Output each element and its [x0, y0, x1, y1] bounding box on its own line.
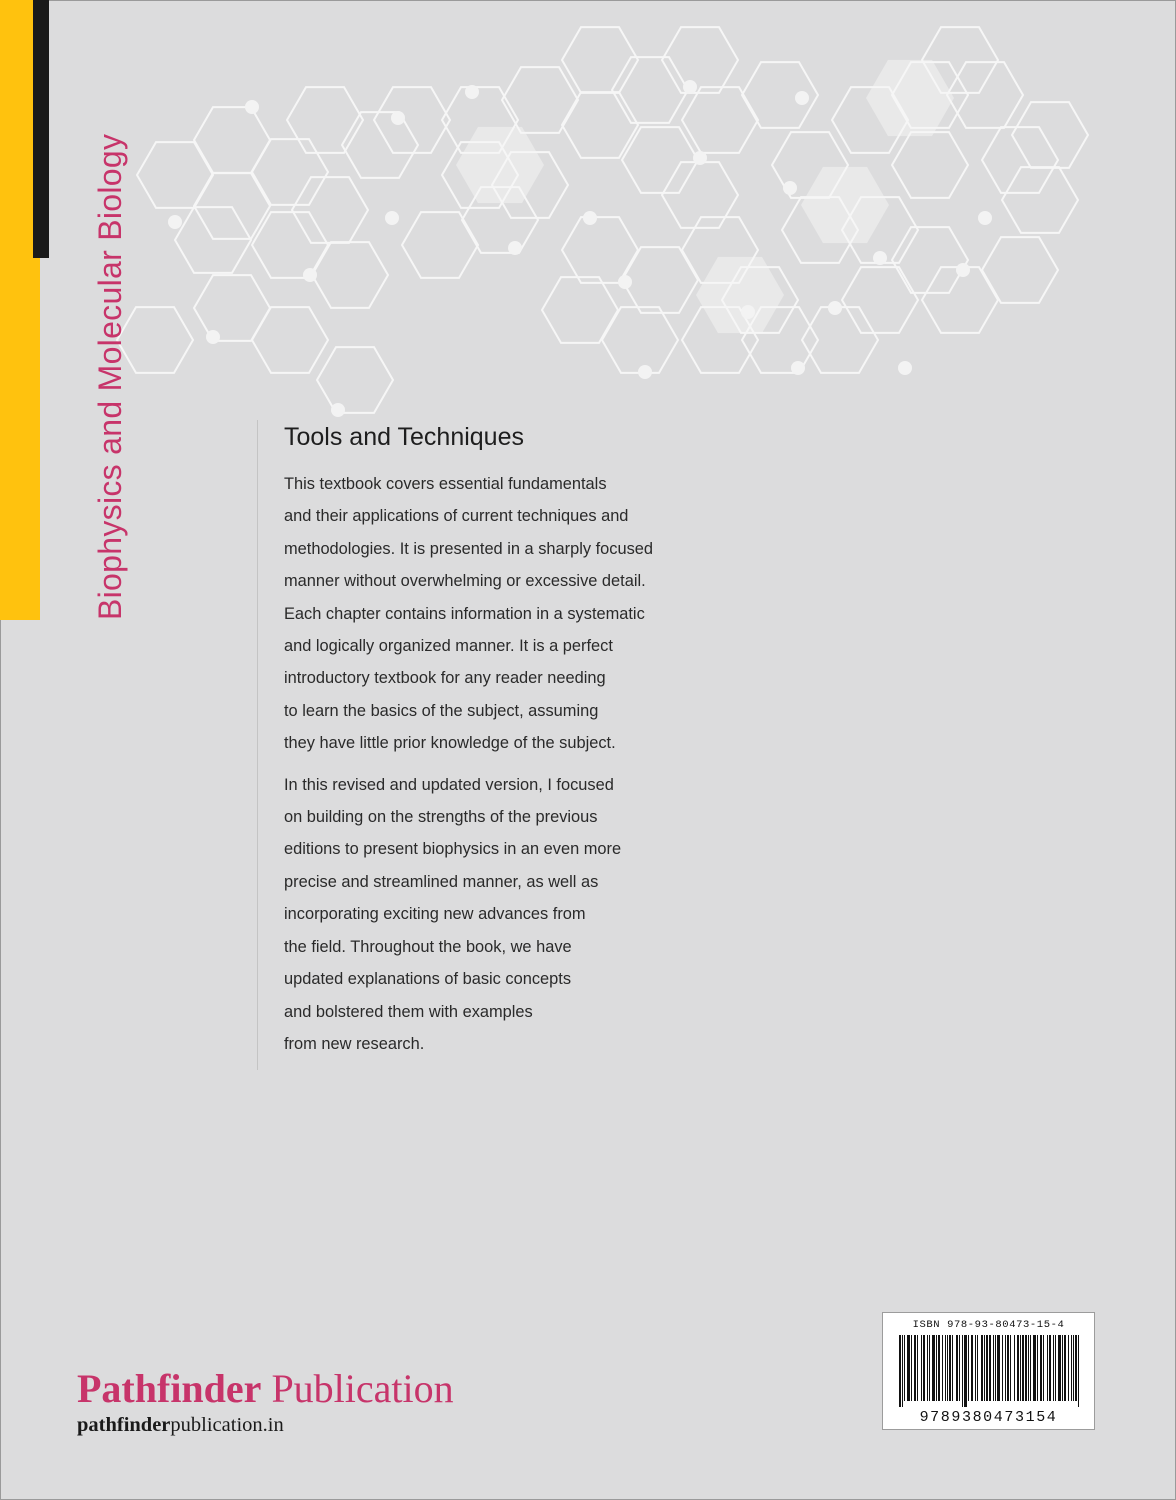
barcode-bar — [1058, 1335, 1061, 1401]
barcode-bar — [977, 1335, 978, 1401]
website-bold-part: pathfinder — [77, 1414, 171, 1436]
section-title: Tools and Techniques — [284, 423, 524, 451]
barcode-bar — [1073, 1335, 1074, 1401]
hexagon-outline — [1002, 167, 1078, 233]
barcode-bar — [927, 1335, 928, 1401]
barcode-bar — [986, 1335, 988, 1401]
description-paragraph-1 — [284, 468, 717, 760]
publisher-website — [77, 1414, 284, 1437]
barcode-bar — [932, 1335, 935, 1401]
barcode-bar — [914, 1335, 916, 1401]
barcode-bar — [1002, 1335, 1003, 1401]
barcode-bar — [899, 1335, 901, 1407]
barcode-bar — [1040, 1335, 1042, 1401]
barcode-bar — [1028, 1335, 1029, 1401]
text-line: they have little prior knowledge of the subject. — [284, 734, 616, 753]
text-line: on building on the strengths of the previous — [284, 808, 598, 827]
spine-title: Biophysics and Molecular Biology — [92, 133, 128, 620]
barcode-bar — [938, 1335, 940, 1401]
hexagon-outline — [1012, 102, 1088, 168]
molecule-node — [783, 181, 797, 195]
molecule-node — [303, 268, 317, 282]
molecule-node — [391, 111, 405, 125]
barcode-bar — [942, 1335, 943, 1401]
hexagon-outline — [562, 27, 638, 93]
molecule-node — [956, 263, 970, 277]
barcode-bar — [929, 1335, 930, 1401]
barcode-bar — [971, 1335, 973, 1401]
hexagon-outline — [562, 92, 638, 158]
barcode-bar — [1017, 1335, 1019, 1401]
barcode-bar — [997, 1335, 1000, 1401]
molecule-node — [795, 91, 809, 105]
barcode-bar — [917, 1335, 918, 1401]
molecule-node — [693, 151, 707, 165]
barcode-bar — [945, 1335, 946, 1401]
isbn-barcode — [882, 1312, 1095, 1430]
barcode-bar — [995, 1335, 996, 1401]
hexagon-outline — [947, 62, 1023, 128]
barcode-bar — [949, 1335, 951, 1401]
hexagon-outline — [622, 127, 698, 193]
molecule-node — [873, 251, 887, 265]
barcode-bar — [947, 1335, 948, 1401]
text-line: the field. Throughout the book, we have — [284, 937, 572, 956]
text-line: This textbook covers essential fundamentals — [284, 475, 607, 493]
website-regular-part: publication.in — [170, 1414, 284, 1436]
hexagon-outline — [612, 57, 688, 123]
barcode-bar — [1014, 1335, 1015, 1401]
hexagon-outline — [842, 267, 918, 333]
molecule-node — [206, 330, 220, 344]
hexagon-outline — [502, 67, 578, 133]
barcode-bar — [911, 1335, 912, 1401]
molecule-node — [245, 100, 259, 114]
barcode-bar — [1047, 1335, 1048, 1401]
barcode-bar — [1064, 1335, 1066, 1401]
hexagon-outline — [682, 87, 758, 153]
barcode-bar — [1037, 1335, 1038, 1401]
barcode-bar — [904, 1335, 905, 1401]
description-block — [257, 420, 717, 1070]
hexagon-outline — [252, 307, 328, 373]
molecule-node — [168, 215, 182, 229]
barcode-bar — [1043, 1335, 1044, 1401]
molecule-node — [385, 211, 399, 225]
barcode-bar — [959, 1335, 960, 1401]
barcode-bar — [989, 1335, 991, 1401]
hexagon-outline — [342, 112, 418, 178]
publisher-name — [77, 1364, 454, 1414]
molecule-node — [638, 365, 652, 379]
text-line: manner without overwhelming or excessive detail. — [284, 572, 646, 591]
text-line: precise and streamlined manner, as well as — [284, 872, 599, 891]
barcode-bar — [964, 1335, 967, 1407]
barcode-bar — [956, 1335, 958, 1401]
barcode-bar — [981, 1335, 983, 1401]
barcode-bar — [1075, 1335, 1077, 1401]
barcode-bar — [984, 1335, 985, 1401]
hexagon-outline — [982, 127, 1058, 193]
barcode-bar — [962, 1335, 963, 1407]
hexagon-outline — [292, 177, 368, 243]
molecule-node — [898, 361, 912, 375]
molecule-node — [618, 275, 632, 289]
barcode-number: 9789380473154 — [919, 1409, 1058, 1426]
text-line: from new research. — [284, 1034, 425, 1053]
barcode-bar — [1068, 1335, 1069, 1401]
barcode-bar — [1049, 1335, 1051, 1401]
text-line: updated explanations of basic concepts — [284, 970, 572, 989]
text-line: methodologies. It is presented in a sharply focused — [284, 539, 654, 558]
barcode-bar — [1010, 1335, 1011, 1401]
barcode-bars — [899, 1335, 1080, 1407]
barcode-bar — [1033, 1335, 1036, 1401]
barcode-bar — [952, 1335, 953, 1401]
hexagon-outline — [892, 132, 968, 198]
barcode-bar — [1062, 1335, 1063, 1401]
text-line: and logically organized manner. It is a perfect — [284, 637, 613, 656]
molecule-node — [791, 361, 805, 375]
hexagon-outline — [662, 27, 738, 93]
molecule-node — [583, 211, 597, 225]
molecule-node — [508, 241, 522, 255]
barcode-bar — [993, 1335, 994, 1401]
barcode-bar — [921, 1335, 922, 1401]
hexagon-outline — [892, 227, 968, 293]
molecule-node — [331, 403, 345, 417]
barcode-bar — [923, 1335, 925, 1401]
text-line: to learn the basics of the subject, assuming — [284, 701, 599, 720]
molecule-node — [978, 211, 992, 225]
publisher-name-bold: Pathfinder — [77, 1366, 262, 1411]
text-line: and bolstered them with examples — [284, 1002, 533, 1021]
molecule-node — [828, 301, 842, 315]
molecule-node — [683, 80, 697, 94]
hexagon-molecule-pattern — [0, 0, 1176, 420]
barcode-bar — [975, 1335, 976, 1401]
hexagon-outline — [287, 87, 363, 153]
barcode-bar — [1022, 1335, 1024, 1401]
text-line: incorporating exciting new advances from — [284, 905, 586, 924]
hexagon-outline — [402, 212, 478, 278]
barcode-bar — [1007, 1335, 1009, 1401]
barcode-bar — [1005, 1335, 1006, 1401]
filled-hexagon — [801, 167, 889, 243]
isbn-label: ISBN 978-93-80473-15-4 — [912, 1319, 1065, 1331]
text-line: editions to present biophysics in an even more — [284, 840, 622, 859]
barcode-bar — [1055, 1335, 1056, 1401]
hexagon-outline — [374, 87, 450, 153]
publisher-name-regular: Publication — [271, 1366, 454, 1411]
hexagon-outline — [175, 207, 251, 273]
text-line: introductory textbook for any reader needing — [284, 669, 606, 688]
hexagon-outline — [317, 347, 393, 413]
barcode-bar — [1053, 1335, 1054, 1401]
text-line: and their applications of current techniques and — [284, 507, 629, 526]
barcode-bar — [1078, 1335, 1079, 1407]
barcode-bar — [1071, 1335, 1072, 1401]
barcode-bar — [968, 1335, 969, 1401]
description-paragraph-2 — [284, 769, 717, 1061]
filled-hexagon — [456, 127, 544, 203]
hexagon-outline — [802, 307, 878, 373]
barcode-bar — [1020, 1335, 1021, 1401]
barcode-bar — [936, 1335, 937, 1401]
text-line: In this revised and updated version, I focused — [284, 775, 614, 794]
molecule-node — [741, 305, 755, 319]
barcode-bar — [1030, 1335, 1031, 1401]
text-line: Each chapter contains information in a systematic — [284, 604, 645, 623]
barcode-bar — [1025, 1335, 1027, 1401]
barcode-bar — [902, 1335, 903, 1407]
barcode-bar — [907, 1335, 910, 1401]
molecule-node — [465, 85, 479, 99]
hexagon-outline — [194, 275, 270, 341]
